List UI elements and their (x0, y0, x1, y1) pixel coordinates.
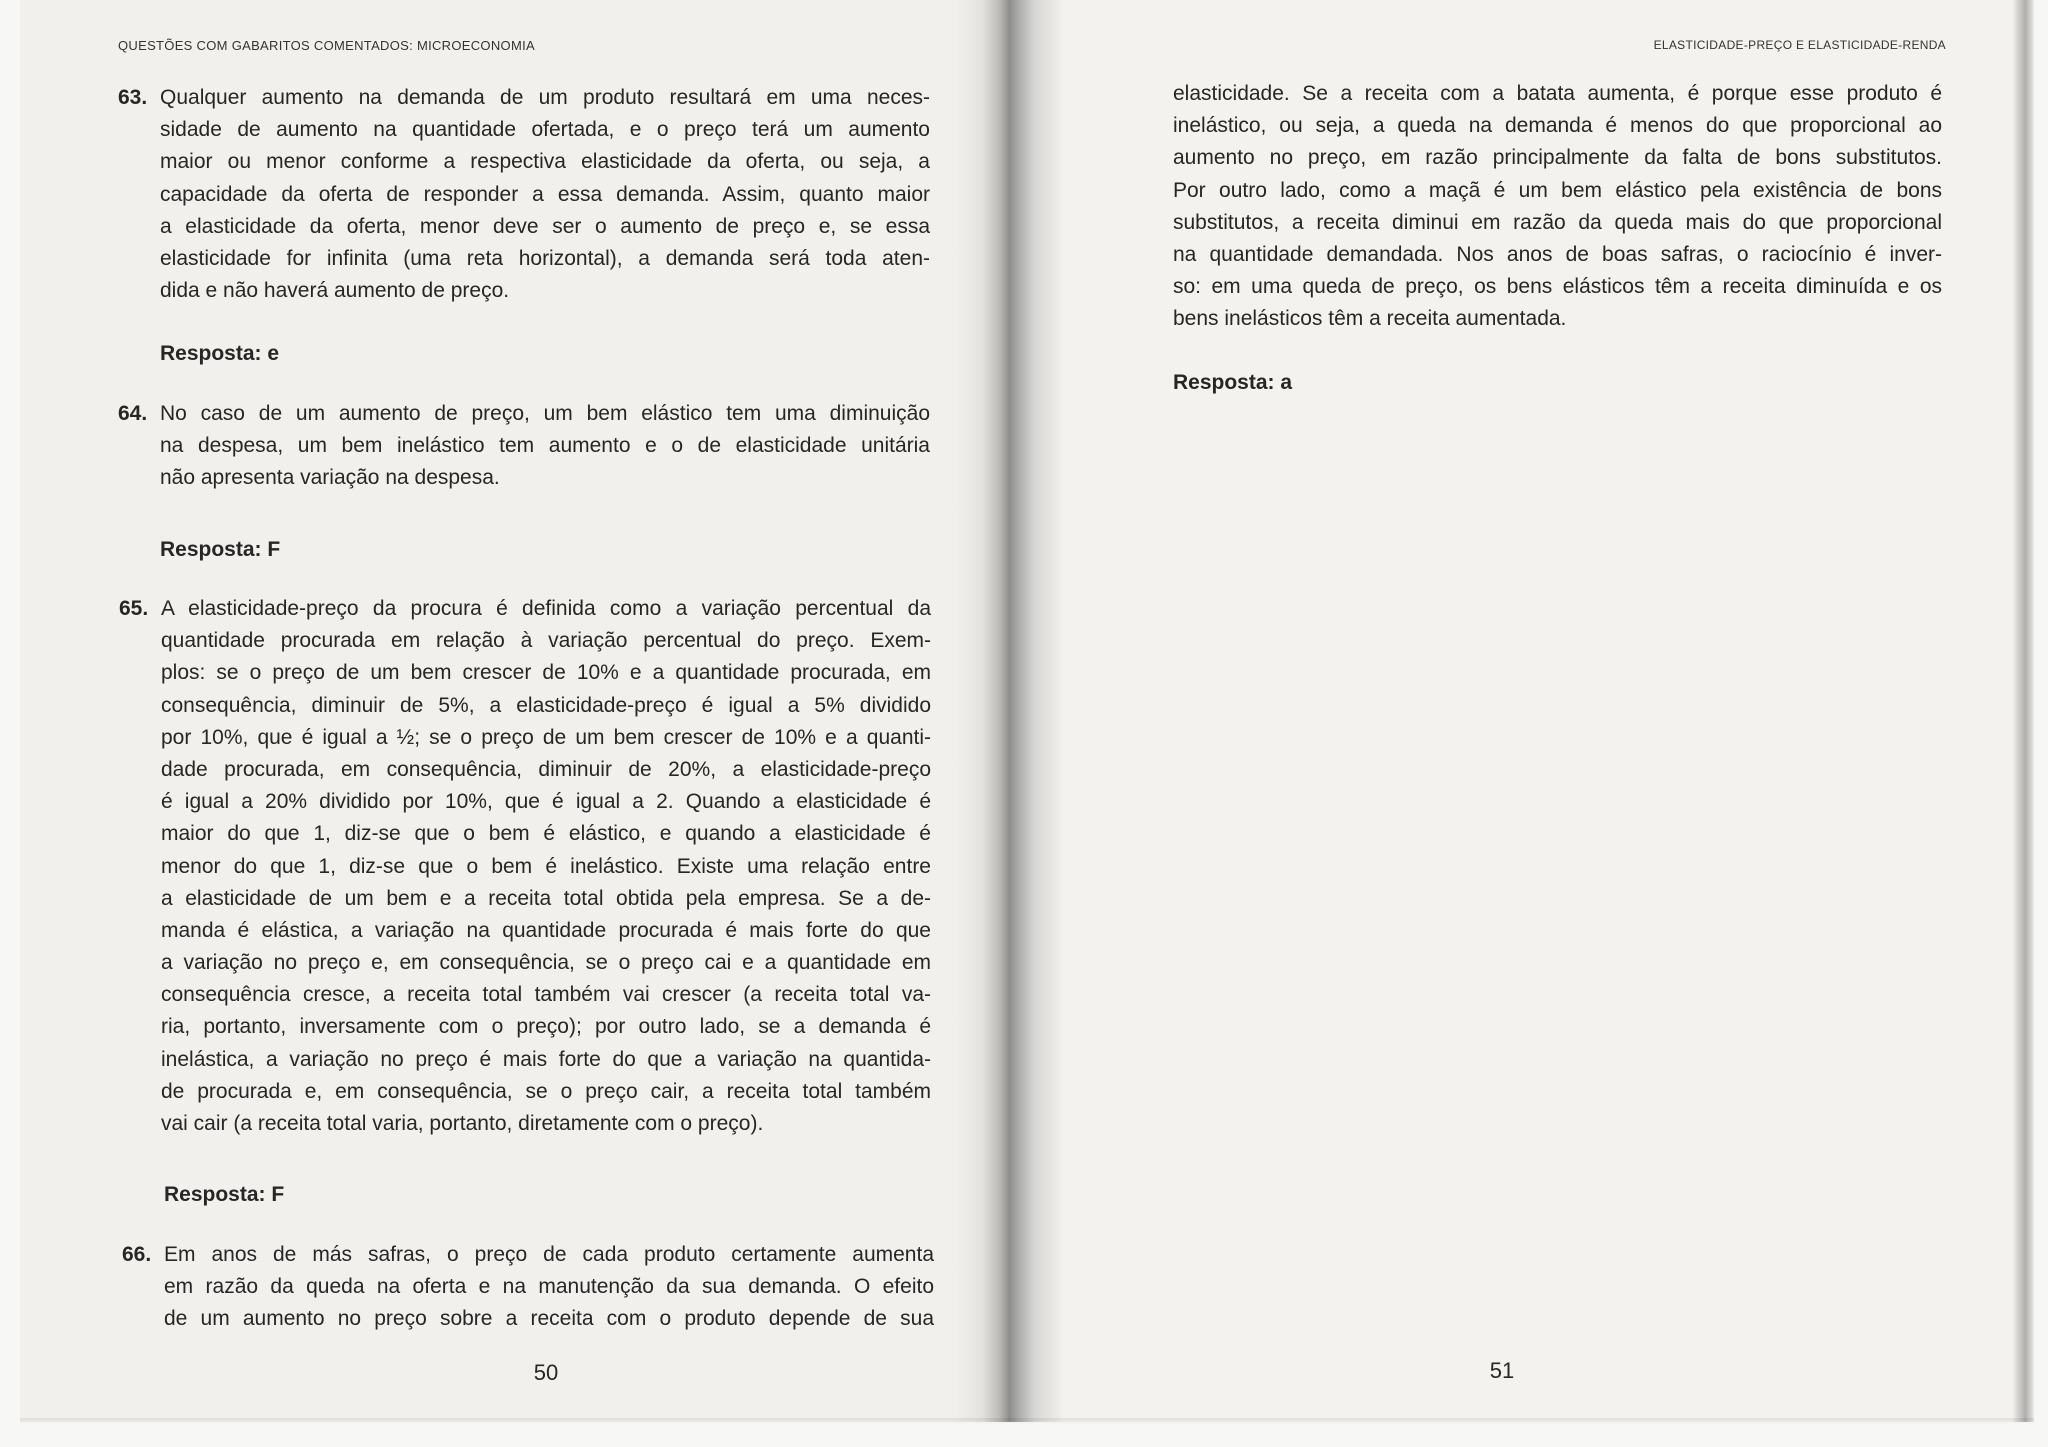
text-line: consequência cresce, a receita total também vai crescer (a receita total va- (161, 983, 931, 1007)
text-line: sidade de aumento na quantidade ofertada, e o preço terá um aumento (160, 118, 930, 142)
question-text (160, 82, 930, 307)
page-edge-shadow (2012, 0, 2034, 1422)
text-line: de procurada e, em consequência, se o preço cair, a receita total também (161, 1079, 931, 1103)
text-line: consequência, diminuir de 5%, a elasticidade-preço é igual a 5% dividido (161, 693, 931, 717)
text-line: dade procurada, em consequência, diminuir de 20%, a elasticidade-preço (161, 757, 931, 781)
text-line: inelástico, ou seja, a queda na demanda é menos do que proporcional ao (1173, 114, 1942, 138)
text-line: em razão da queda na oferta e na manutenção da sua demanda. O efeito (164, 1275, 934, 1299)
text-line: Qualquer aumento na demanda de um produto resultará em uma neces- (160, 86, 930, 109)
text-line: a elasticidade da oferta, menor deve ser o aumento de preço e, se essa (160, 214, 930, 238)
text-line: maior do que 1, diz-se que o bem é elástico, e quando a elasticidade é (161, 822, 931, 846)
text-line: inelástica, a variação no preço é mais forte do que a variação na quantida- (161, 1047, 931, 1071)
text-line: Por outro lado, como a maçã é um bem elástico pela existência de bons (1173, 178, 1942, 202)
answer-66: Resposta: a (1173, 371, 1293, 394)
text-line: a elasticidade de um bem e a receita total obtida pela empresa. Se a de- (161, 886, 931, 910)
book-spine-shadow (955, 0, 1065, 1422)
answer-64: Resposta: F (160, 538, 281, 561)
text-line: na despesa, um bem inelástico tem aumento e o de elasticidade unitária (160, 434, 930, 458)
text-line: dida e não haverá aumento de preço. (160, 279, 510, 303)
left-page (20, 0, 1010, 1422)
text-line: quantidade procurada em relação à variação percentual do preço. Exem- (161, 629, 931, 653)
question-text (160, 398, 930, 495)
question-number: 63. (118, 86, 148, 109)
text-line: No caso de um aumento de preço, um bem elástico tem uma diminuição (160, 402, 930, 425)
question-number: 66. (122, 1243, 152, 1266)
text-line: maior ou menor conforme a respectiva elasticidade da oferta, ou seja, a (160, 150, 930, 174)
question-number: 65. (119, 597, 149, 620)
question-text (161, 593, 931, 1140)
text-line: na quantidade demandada. Nos anos de boas safras, o raciocínio é inver- (1173, 242, 1942, 266)
question-number: 64. (118, 402, 148, 425)
text-line: bens inelásticos têm a receita aumentada. (1173, 307, 1567, 331)
text-line: de um aumento no preço sobre a receita com o produto depende de sua (164, 1307, 934, 1331)
text-line: elasticidade for infinita (uma reta horizontal), a demanda será toda aten- (160, 246, 930, 270)
text-line: capacidade da oferta de responder a essa demanda. Assim, quanto maior (160, 182, 930, 206)
text-line: Em anos de más safras, o preço de cada produto certamente aumenta (164, 1243, 934, 1266)
right-page (1036, 0, 2032, 1422)
text-line: plos: se o preço de um bem crescer de 10% e a quantidade procurada, em (161, 661, 931, 685)
question-text (164, 1239, 934, 1336)
text-line: por 10%, que é igual a ½; se o preço de um bem crescer de 10% e a quanti- (161, 725, 931, 749)
text-line: não apresenta variação na despesa. (160, 466, 500, 490)
answer-63: Resposta: e (160, 342, 280, 365)
page-number: 51 (1489, 1358, 1515, 1383)
page-bottom-edge (20, 1418, 2034, 1424)
text-line: A elasticidade-preço da procura é definida como a variação percentual da (161, 597, 931, 620)
text-line: substitutos, a receita diminui em razão da queda mais do que proporcional (1173, 210, 1942, 234)
text-line: menor do que 1, diz-se que o bem é inelástico. Existe uma relação entre (161, 854, 931, 878)
text-line: elasticidade. Se a receita com a batata aumenta, é porque esse produto é (1173, 82, 1942, 105)
text-line: ria, portanto, inversamente com o preço); por outro lado, se a demanda é (161, 1015, 931, 1039)
running-head: ELASTICIDADE-PREÇO E ELASTICIDADE-RENDA (1653, 38, 1946, 52)
text-line: so: em uma queda de preço, os bens elásticos têm a receita diminuída e os (1173, 275, 1942, 299)
text-line: aumento no preço, em razão principalmente da falta de bons substitutos. (1173, 146, 1942, 170)
text-line: manda é elástica, a variação na quantidade procurada é mais forte do que (161, 918, 931, 942)
page-number: 50 (533, 1360, 559, 1385)
text-line: vai cair (a receita total varia, portanto, diretamente com o preço). (161, 1112, 764, 1135)
answer-65: Resposta: F (164, 1183, 285, 1206)
continuation-text (1173, 78, 1942, 336)
running-head: QUESTÕES COM GABARITOS COMENTADOS: MICROECONOMIA (118, 38, 535, 53)
text-line: é igual a 20% dividido por 10%, que é igual a 2. Quando a elasticidade é (161, 790, 931, 814)
text-line: a variação no preço e, em consequência, se o preço cai e a quantidade em (161, 951, 931, 975)
